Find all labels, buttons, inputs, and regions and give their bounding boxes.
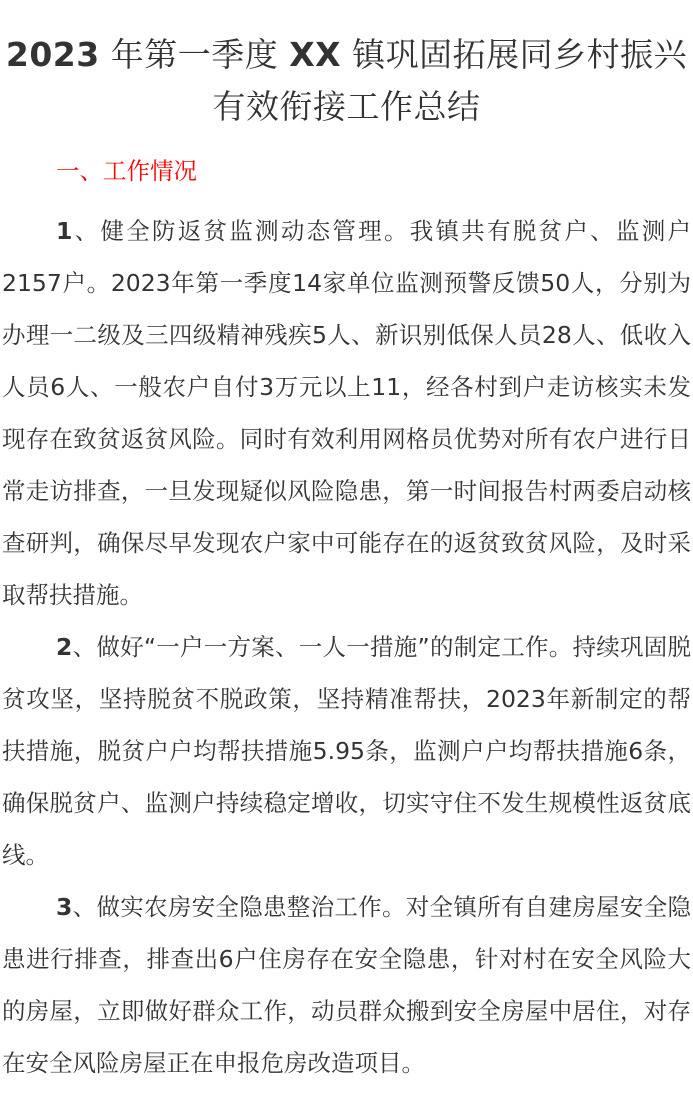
paragraph-2 [2, 621, 691, 881]
paragraph-1-number: 1 [56, 217, 73, 245]
paragraph-1 [2, 205, 691, 621]
paragraph-3-number: 3 [56, 893, 73, 921]
title-part1: 年第一季度 [110, 35, 279, 74]
paragraph-2-number: 2 [56, 633, 73, 661]
paragraph-3 [2, 881, 691, 1089]
title-part2: 镇巩固拓展同乡村振兴有效衔接工作总结 [212, 35, 688, 126]
section-heading: 一、工作情况 [56, 157, 197, 185]
title-year: 2023 [5, 35, 100, 74]
paragraph-3-text: 、做实农房安全隐患整治工作。对全镇所有自建房屋安全隐患进行排查，排查出6户住房存在安全隐患，针对村在安全风险大的房屋，立即做好群众工作，动员群众搬到安全房屋中居住，对存在安全风险房屋正在申报危房改造项目。 [2, 893, 691, 1077]
paragraph-2-text: 、做好“一户一方案、一人一措施”的制定工作。持续巩固脱贫攻坚，坚持脱贫不脱政策，坚持精准帮扶，2023年新制定的帮扶措施，脱贫户户均帮扶措施5.95条，监测户户均帮扶措施6条，确保脱贫户、监测户持续稳定增收，切实守住不发生规模性返贫底线。 [2, 633, 691, 869]
document-title [2, 0, 691, 133]
title-xx: XX [289, 35, 342, 74]
paragraph-1-text: 、健全防返贫监测动态管理。我镇共有脱贫户、监测户2157户。2023年第一季度14家单位监测预警反馈50人，分别为办理一二级及三四级精神残疾5人、新识别低保人员28人、低收入人员6人、一般农户自付3万元以上11，经各村到户走访核实未发现存在致贫返贫风险。同时有效利用网格员优势对所有农户进行日常走访排查，一旦发现疑似风险隐患，第一时间报告村两委启动核查研判，确保尽早发现农户家中可能存在的返贫致贫风险，及时采取帮扶措施。 [2, 217, 691, 609]
